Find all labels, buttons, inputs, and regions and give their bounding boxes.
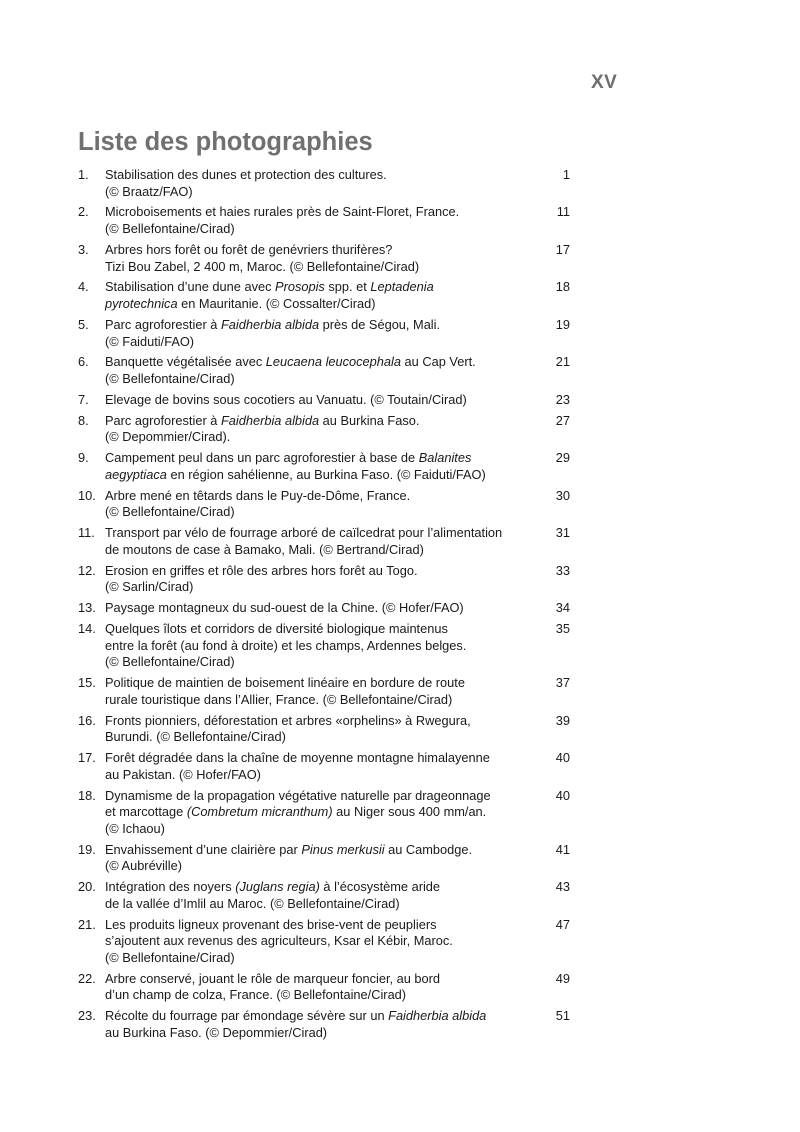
list-item	[78, 971, 578, 1004]
caption-line	[105, 933, 533, 950]
list-item	[78, 917, 578, 967]
caption-line	[105, 167, 533, 184]
entry-number: 14.	[78, 621, 96, 637]
entry-caption	[105, 750, 533, 783]
caption-line	[105, 354, 533, 371]
caption-line	[105, 204, 533, 221]
entry-number: 7.	[78, 391, 89, 407]
caption-line	[105, 579, 533, 596]
caption-line	[105, 858, 533, 875]
caption-line	[105, 675, 533, 692]
caption-text: Politique de maintien de boisement linéaire en bordure de route	[105, 675, 465, 691]
caption-text: (© Depommier/Cirad).	[105, 429, 231, 445]
caption-line	[105, 221, 533, 238]
caption-line	[105, 542, 533, 559]
species-name: Pinus merkusii	[301, 841, 385, 857]
caption-line	[105, 467, 533, 484]
caption-text: Envahissement d’une clairière par	[105, 841, 302, 857]
caption-text: Quelques îlots et corridors de diversité biologique maintenus	[105, 621, 448, 637]
entry-caption	[105, 917, 533, 967]
list-item	[78, 354, 578, 387]
entry-page-number: 43	[555, 879, 570, 895]
caption-line	[105, 371, 533, 388]
caption-line	[105, 654, 533, 671]
entry-number: 2.	[78, 204, 89, 220]
caption-line	[105, 296, 533, 313]
caption-text: au Burkina Faso. (© Depommier/Cirad)	[105, 1024, 328, 1040]
caption-text: et marcottage	[105, 804, 187, 820]
entry-caption	[105, 971, 533, 1004]
caption-text: Stabilisation d’une dune avec	[105, 279, 276, 295]
entry-caption	[105, 842, 533, 875]
entry-number: 9.	[78, 450, 89, 466]
caption-text: Paysage montagneux du sud-ouest de la Chine. (© Hofer/FAO)	[105, 600, 464, 616]
entry-caption	[105, 525, 533, 558]
caption-line	[105, 950, 533, 967]
entry-caption	[105, 242, 533, 275]
list-item	[78, 621, 578, 671]
entry-page-number: 30	[555, 487, 570, 503]
entry-page-number: 39	[555, 712, 570, 728]
entry-page-number: 35	[555, 621, 570, 637]
entry-page-number: 31	[555, 525, 570, 541]
caption-line	[105, 971, 533, 988]
entry-number: 15.	[78, 675, 96, 691]
caption-text: Dynamisme de la propagation végétative naturelle par drageonnage	[105, 787, 491, 803]
caption-text: près de Ségou, Mali.	[319, 316, 441, 332]
caption-text: (© Bellefontaine/Cirad)	[105, 949, 235, 965]
caption-text: Les produits ligneux provenant des brise-vent de peupliers	[105, 916, 437, 932]
caption-line	[105, 450, 533, 467]
caption-line	[105, 525, 533, 542]
entry-page-number: 47	[555, 916, 570, 932]
entry-caption	[105, 621, 533, 671]
entry-page-number: 34	[555, 600, 570, 616]
entry-caption	[105, 413, 533, 446]
entry-page-number: 18	[555, 279, 570, 295]
caption-text: (© Ichaou)	[105, 820, 165, 836]
list-item	[78, 1008, 578, 1041]
entry-caption	[105, 354, 533, 387]
entry-number: 17.	[78, 750, 96, 766]
caption-text: au Niger sous 400 mm/an.	[332, 804, 487, 820]
caption-line	[105, 842, 533, 859]
caption-text: Récolte du fourrage par émondage sévère sur un	[105, 1008, 389, 1024]
entry-caption	[105, 675, 533, 708]
entry-caption	[105, 392, 533, 409]
list-item	[78, 392, 578, 409]
species-name: Balanites	[418, 450, 472, 466]
entry-caption	[105, 600, 533, 617]
entry-page-number: 37	[555, 675, 570, 691]
entry-number: 11.	[78, 525, 95, 541]
species-name: Faidherbia albida	[220, 316, 320, 332]
entry-page-number: 40	[555, 787, 570, 803]
caption-text: à l’écosystème aride	[319, 879, 441, 895]
entry-caption	[105, 488, 533, 521]
list-item	[78, 204, 578, 237]
caption-line	[105, 317, 533, 334]
caption-line	[105, 259, 533, 276]
entry-caption	[105, 317, 533, 350]
list-item	[78, 413, 578, 446]
caption-text: (© Braatz/FAO)	[105, 183, 193, 199]
caption-text: Microboisements et haies rurales près de Saint-Floret, France.	[105, 204, 460, 220]
caption-text: Transport par vélo de fourrage arboré de caïlcedrat pour l’alimentation	[105, 525, 503, 541]
list-item	[78, 488, 578, 521]
list-item	[78, 600, 578, 617]
entry-number: 5.	[78, 316, 89, 332]
caption-text: Erosion en griffes et rôle des arbres hors forêt au Togo.	[105, 562, 418, 578]
list-item	[78, 279, 578, 312]
caption-text: d’un champ de colza, France. (© Bellefontaine/Cirad)	[105, 987, 407, 1003]
entry-page-number: 27	[555, 412, 570, 428]
species-name: Faidherbia albida	[220, 412, 320, 428]
caption-text: Tizi Bou Zabel, 2 400 m, Maroc. (© Bellefontaine/Cirad)	[105, 258, 420, 274]
caption-text: Banquette végétalisée avec	[105, 354, 266, 370]
caption-text: (© Aubréville)	[105, 858, 182, 874]
caption-line	[105, 638, 533, 655]
caption-line	[105, 600, 533, 617]
entry-number: 19.	[78, 841, 96, 857]
caption-line	[105, 563, 533, 580]
caption-line	[105, 1025, 533, 1042]
photo-list	[78, 167, 578, 1046]
caption-text: Fronts pionniers, déforestation et arbres «orphelins» à Rwegura,	[105, 712, 471, 728]
caption-line	[105, 879, 533, 896]
caption-line	[105, 621, 533, 638]
caption-line	[105, 413, 533, 430]
species-name: Leucaena leucocephala	[265, 354, 401, 370]
caption-text: au Cap Vert.	[401, 354, 476, 370]
caption-line	[105, 729, 533, 746]
page-number: XV	[591, 72, 618, 93]
caption-text: Burundi. (© Bellefontaine/Cirad)	[105, 729, 286, 745]
caption-text: (© Bellefontaine/Cirad)	[105, 504, 235, 520]
caption-line	[105, 429, 533, 446]
list-item	[78, 842, 578, 875]
list-item	[78, 750, 578, 783]
caption-line	[105, 821, 533, 838]
caption-line	[105, 692, 533, 709]
list-item	[78, 563, 578, 596]
entry-number: 4.	[78, 279, 89, 295]
entry-page-number: 23	[555, 391, 570, 407]
species-name: Leptadenia	[370, 279, 434, 295]
caption-line	[105, 334, 533, 351]
entry-caption	[105, 788, 533, 838]
caption-line	[105, 896, 533, 913]
entry-number: 22.	[78, 970, 96, 986]
caption-text: s’ajoutent aux revenus des agriculteurs, Ksar el Kébir, Maroc.	[105, 933, 453, 949]
entry-page-number: 41	[555, 841, 570, 857]
caption-line	[105, 279, 533, 296]
caption-text: (© Bellefontaine/Cirad)	[105, 371, 235, 387]
caption-text: (© Bellefontaine/Cirad)	[105, 221, 235, 237]
entry-number: 21.	[78, 916, 96, 932]
caption-text: en région sahélienne, au Burkina Faso. (© Faiduti/FAO)	[166, 466, 486, 482]
entry-number: 8.	[78, 412, 89, 428]
entry-number: 10.	[78, 487, 96, 503]
entry-number: 13.	[78, 600, 96, 616]
entry-page-number: 49	[555, 970, 570, 986]
entry-page-number: 17	[555, 241, 570, 257]
entry-number: 18.	[78, 787, 96, 803]
entry-page-number: 21	[555, 354, 570, 370]
entry-page-number: 29	[555, 450, 570, 466]
entry-page-number: 33	[555, 562, 570, 578]
entry-number: 23.	[78, 1008, 96, 1024]
caption-text: (© Faiduti/FAO)	[105, 333, 195, 349]
caption-text: de la vallée d’Imlil au Maroc. (© Bellefontaine/Cirad)	[105, 895, 400, 911]
species-name: Prosopis	[275, 279, 325, 295]
caption-text: Campement peul dans un parc agroforestier à base de	[105, 450, 419, 466]
species-name: pyrotechnica	[105, 296, 178, 312]
list-item	[78, 242, 578, 275]
entry-number: 6.	[78, 354, 89, 370]
caption-line	[105, 987, 533, 1004]
entry-caption	[105, 450, 533, 483]
caption-line	[105, 488, 533, 505]
caption-text: au Pakistan. (© Hofer/FAO)	[105, 766, 261, 782]
caption-text: au Burkina Faso.	[319, 412, 420, 428]
list-item	[78, 317, 578, 350]
list-item	[78, 788, 578, 838]
caption-text: au Cambodge.	[384, 841, 473, 857]
caption-line	[105, 804, 533, 821]
caption-text: spp. et	[324, 279, 371, 295]
species-name: (Combretum micranthum)	[186, 804, 333, 820]
entry-caption	[105, 279, 533, 312]
species-name: aegyptiaca	[105, 466, 167, 482]
entry-page-number: 11	[556, 204, 570, 220]
entry-page-number: 51	[555, 1008, 570, 1024]
caption-text: en Mauritanie. (© Cossalter/Cirad)	[177, 296, 376, 312]
entry-caption	[105, 879, 533, 912]
entry-caption	[105, 563, 533, 596]
entry-number: 16.	[78, 712, 96, 728]
caption-line	[105, 750, 533, 767]
species-name: Faidherbia albida	[388, 1008, 487, 1024]
caption-text: Intégration des noyers	[105, 879, 236, 895]
entry-caption	[105, 713, 533, 746]
caption-text: Arbre conservé, jouant le rôle de marqueur foncier, au bord	[105, 970, 441, 986]
list-item	[78, 675, 578, 708]
caption-text: (© Bellefontaine/Cirad)	[105, 654, 235, 670]
caption-line	[105, 917, 533, 934]
page-title: Liste des photographies	[78, 128, 373, 156]
entry-page-number: 40	[555, 750, 570, 766]
caption-text: (© Sarlin/Cirad)	[105, 579, 194, 595]
caption-line	[105, 184, 533, 201]
entry-page-number: 1	[562, 167, 570, 182]
caption-line	[105, 788, 533, 805]
list-item	[78, 879, 578, 912]
list-item	[78, 525, 578, 558]
caption-line	[105, 767, 533, 784]
caption-line	[105, 504, 533, 521]
caption-line	[105, 242, 533, 259]
caption-text: Forêt dégradée dans la chaîne de moyenne montagne himalayenne	[105, 750, 490, 766]
entry-number: 20.	[78, 879, 96, 895]
species-name: (Juglans regia)	[235, 879, 320, 895]
caption-text: Parc agroforestier à	[105, 316, 221, 332]
caption-text: Arbre mené en têtards dans le Puy-de-Dôme, France.	[105, 487, 411, 503]
caption-line	[105, 713, 533, 730]
caption-line	[105, 1008, 533, 1025]
list-item	[78, 450, 578, 483]
caption-text: Parc agroforestier à	[105, 412, 221, 428]
entry-page-number: 19	[555, 316, 570, 332]
caption-text: Stabilisation des dunes et protection des cultures.	[105, 167, 387, 182]
entry-caption	[105, 204, 533, 237]
caption-text: entre la forêt (au fond à droite) et les champs, Ardennes belges.	[105, 637, 467, 653]
entry-caption	[105, 167, 533, 200]
entry-number: 12.	[78, 562, 96, 578]
list-item	[78, 713, 578, 746]
entry-caption	[105, 1008, 533, 1041]
caption-text: rurale touristique dans l’Allier, France. (© Bellefontaine/Cirad)	[105, 691, 453, 707]
caption-text: Arbres hors forêt ou forêt de genévriers thurifères?	[105, 241, 393, 257]
caption-text: Elevage de bovins sous cocotiers au Vanuatu. (© Toutain/Cirad)	[105, 391, 467, 407]
caption-text: de moutons de case à Bamako, Mali. (© Bertrand/Cirad)	[105, 541, 424, 557]
entry-number: 1.	[78, 167, 89, 182]
caption-line	[105, 392, 533, 409]
list-item	[78, 167, 578, 200]
entry-number: 3.	[78, 241, 89, 257]
